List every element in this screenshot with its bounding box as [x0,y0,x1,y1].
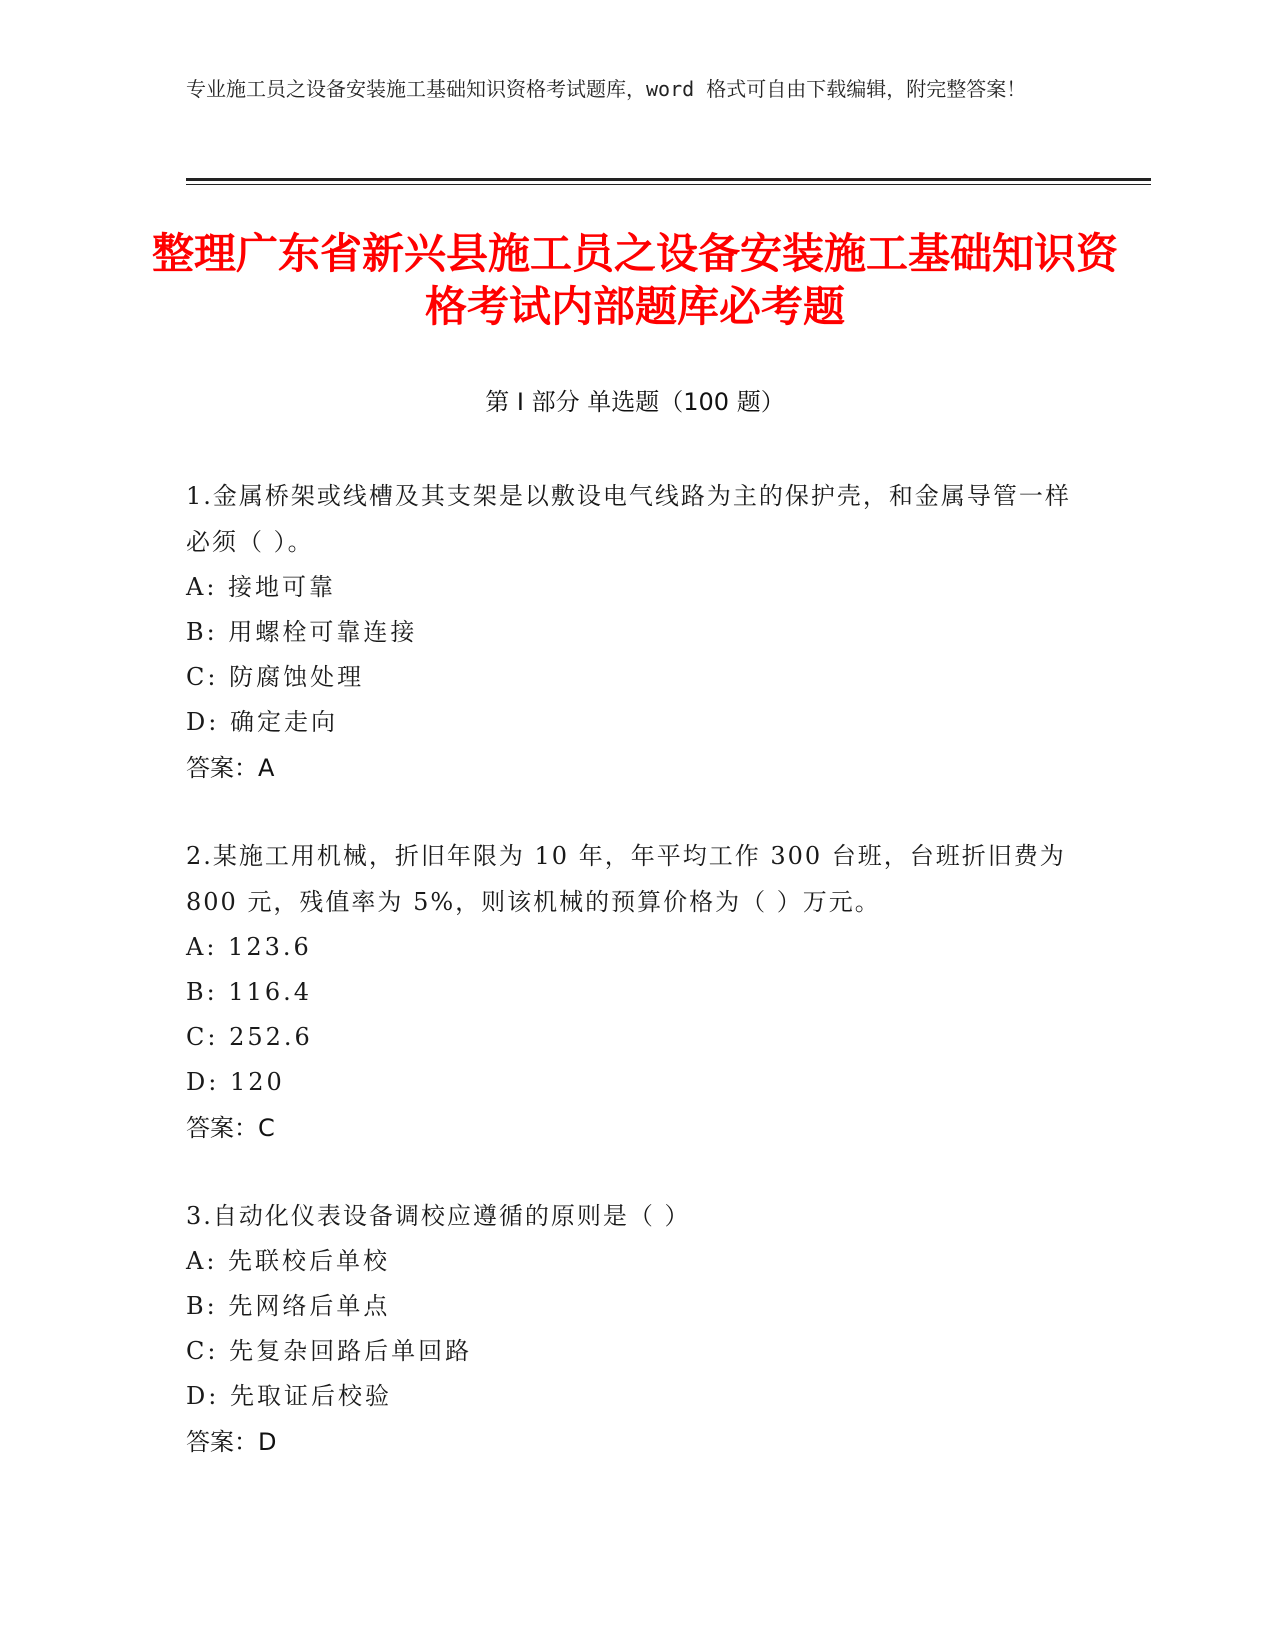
answer-line: 答案：C [186,1114,275,1142]
option-a: A: 123.6 [186,933,312,961]
option-b: B: 用螺栓可靠连接 [186,618,418,646]
option-d: D: 确定走向 [186,708,338,736]
option-b: B: 116.4 [186,978,313,1006]
question-2 [186,833,1086,1151]
option-c: C: 先复杂回路后单回路 [186,1337,473,1365]
header-divider-thin [186,184,1151,185]
option-b: B: 先网络后单点 [186,1292,391,1320]
answer-line: 答案：A [186,754,275,782]
header-divider-thick [186,178,1151,181]
option-d: D: 120 [186,1068,285,1096]
header-note: 专业施工员之设备安装施工基础知识资格考试题库，word 格式可自由下载编辑，附完整答案！ [186,77,1027,101]
option-d: D: 先取证后校验 [186,1382,392,1410]
question-3 [186,1193,1086,1465]
option-c: C: 252.6 [186,1023,313,1051]
option-a: A: 先联校后单校 [186,1247,391,1275]
question-1 [186,473,1086,791]
document-title: 整理广东省新兴县施工员之设备安装施工基础知识资格考试内部题库必考题 [151,229,1118,331]
option-a: A: 接地可靠 [186,573,337,601]
answer-line: 答案：D [186,1428,277,1456]
question-list [186,473,1086,1507]
question-stem: 2.某施工用机械，折旧年限为 10 年，年平均工作 300 台班，台班折旧费为 800 元，残值率为 5%，则该机械的预算价格为（ ）万元。 [186,842,1066,916]
section-heading: 第 I 部分 单选题（100 题） [485,388,785,416]
option-c: C: 防腐蚀处理 [186,663,365,691]
question-stem: 1.金属桥架或线槽及其支架是以敷设电气线路为主的保护壳，和金属导管一样必须（ ）。 [186,482,1071,556]
question-stem: 3.自动化仪表设备调校应遵循的原则是（ ） [186,1202,691,1230]
